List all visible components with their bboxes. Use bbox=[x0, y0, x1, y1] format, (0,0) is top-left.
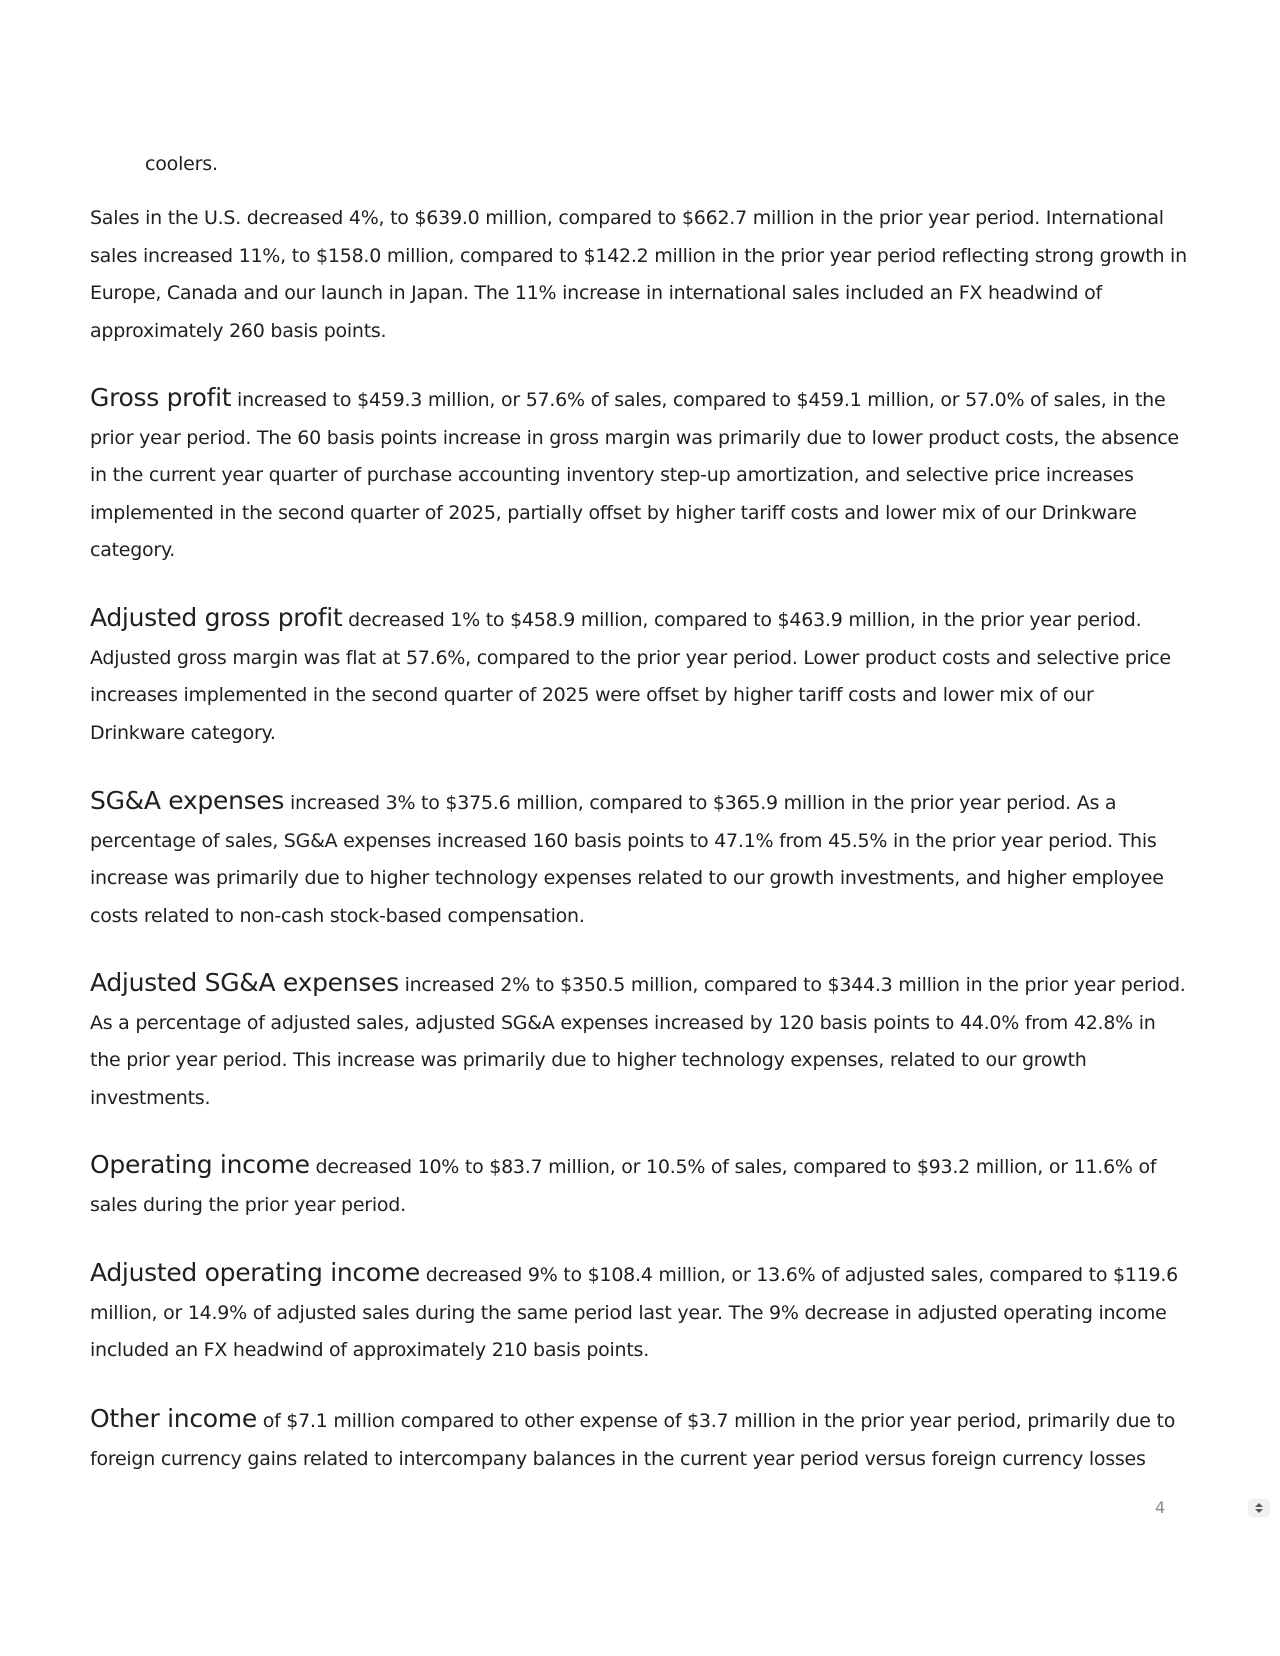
paragraph-text: decreased 10% to $83.7 million, or 10.5% of sales, compared to $93.2 million, or 11.6% of sales during the prior year period. bbox=[90, 1156, 1157, 1216]
paragraph-other-income bbox=[90, 1400, 1190, 1478]
paragraph-adjusted-operating-income bbox=[90, 1254, 1190, 1370]
paragraph-heading: Other income bbox=[90, 1404, 257, 1433]
paragraph-text: increased 3% to $375.6 million, compared to $365.9 million in the prior year period. As a percentage of sales, SG&A expenses increased 160 basis points to 47.1% from 45.5% in the prior year period. This increase was primarily due to higher technology expenses related to our growth investments, and higher employee costs related to non-cash stock-based compensation. bbox=[90, 792, 1164, 927]
up-down-arrows-icon bbox=[1255, 1503, 1263, 1513]
paragraph-heading: Operating income bbox=[90, 1150, 310, 1179]
paragraph-us-international-sales bbox=[90, 200, 1190, 350]
paragraph-adjusted-sga-expenses bbox=[90, 964, 1190, 1117]
paragraph-text: of $7.1 million compared to other expense of $3.7 million in the prior year period, primarily due to foreign currency gains related to intercompany balances in the current year period versus foreign currency losses bbox=[90, 1410, 1176, 1470]
paragraph-text: increased 2% to $350.5 million, compared to $344.3 million in the prior year period. As a percentage of adjusted sales, adjusted SG&A expenses increased by 120 basis points to 44.0% from 42.8% in the prior year period. This increase was primarily due to higher technology expenses, related to our growth investments. bbox=[90, 974, 1186, 1109]
paragraph-text: increased to $459.3 million, or 57.6% of sales, compared to $459.1 million, or 57.0% of sales, in the prior year period. The 60 basis points increase in gross margin was primarily due to lower product costs, the absence in the current year quarter of purchase accounting inventory step-up amortization, and selective price increases implemented in the second quarter of 2025, partially offset by higher tariff costs and lower mix of our Drinkware category. bbox=[90, 389, 1179, 562]
paragraph-text: decreased 1% to $458.9 million, compared to $463.9 million, in the prior year period. Adjusted gross margin was flat at 57.6%, compared to the prior year period. Lower product costs and selective price increases implemented in the second quarter of 2025 were offset by higher tariff costs and lower mix of our Drinkware category. bbox=[90, 609, 1171, 744]
paragraph-heading: Adjusted SG&A expenses bbox=[90, 968, 399, 997]
scroll-handle[interactable] bbox=[1248, 1499, 1270, 1517]
paragraph-operating-income bbox=[90, 1146, 1190, 1224]
page-number: 4 bbox=[1155, 1498, 1166, 1517]
paragraph-heading: Adjusted gross profit bbox=[90, 603, 343, 632]
paragraph-text: Sales in the U.S. decreased 4%, to $639.0 million, compared to $662.7 million in the prior year period. International sales increased 11%, to $158.0 million, compared to $142.2 million in the prior year period reflecting strong growth in Europe, Canada and our launch in Japan. The 11% increase in international sales included an FX headwind of approximately 260 basis points. bbox=[90, 207, 1187, 342]
continuation-text: coolers. bbox=[145, 153, 218, 175]
paragraph-gross-profit bbox=[90, 379, 1190, 570]
paragraph-heading: SG&A expenses bbox=[90, 786, 285, 815]
paragraph-text: decreased 9% to $108.4 million, or 13.6% of adjusted sales, compared to $119.6 million, or 14.9% of adjusted sales during the same period last year. The 9% decrease in adjusted operating income included an FX headwind of approximately 210 basis points. bbox=[90, 1264, 1178, 1362]
paragraph-heading: Adjusted operating income bbox=[90, 1258, 420, 1287]
paragraph-adjusted-gross-profit bbox=[90, 599, 1190, 752]
paragraph-heading: Gross profit bbox=[90, 383, 232, 412]
paragraph-sga-expenses bbox=[90, 782, 1190, 935]
